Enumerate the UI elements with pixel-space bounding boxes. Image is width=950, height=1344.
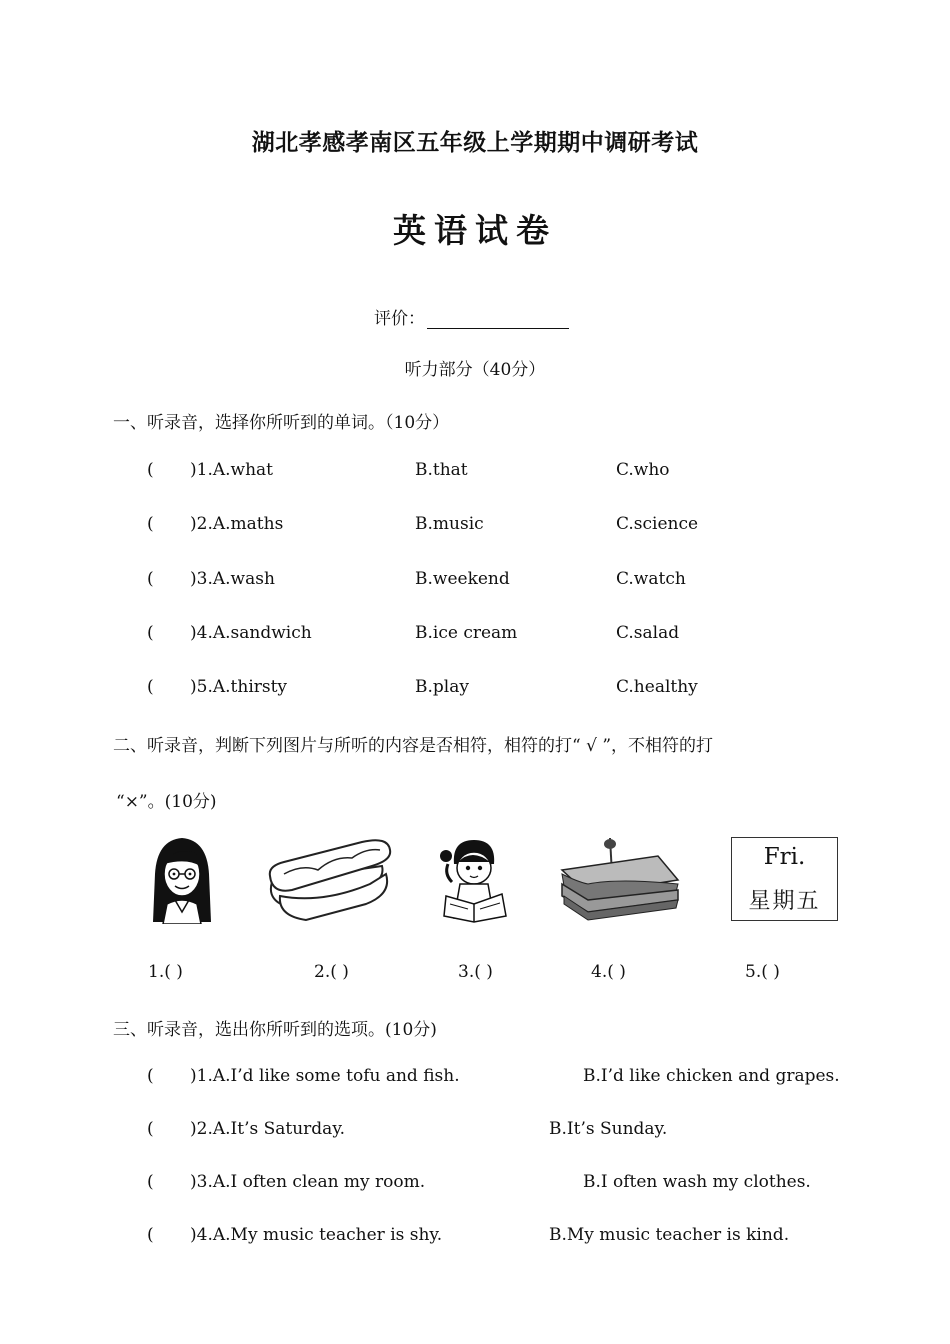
friday-card xyxy=(731,837,838,921)
evaluation-blank[interactable] xyxy=(427,310,569,329)
evaluation-label: 评价： xyxy=(374,309,425,329)
option-a: )1.A.I’d like some tofu and fish. xyxy=(190,1066,460,1086)
answer-paren[interactable]: ( xyxy=(147,1066,154,1086)
option-c: C.who xyxy=(616,460,670,480)
picture-answer-1[interactable]: 1.( ) xyxy=(148,962,183,982)
option-c: C.watch xyxy=(616,569,686,589)
answer-paren[interactable]: ( xyxy=(147,1172,154,1192)
answer-paren[interactable]: ( xyxy=(147,623,154,643)
option-a: )3.A.wash xyxy=(190,569,275,589)
evaluation-field xyxy=(374,304,569,329)
option-a: )1.A.what xyxy=(190,460,273,480)
section2-heading-line2: “×”。(10分) xyxy=(116,792,217,812)
option-b: B.play xyxy=(415,677,469,697)
option-b: B.I’d like chicken and grapes. xyxy=(583,1066,840,1086)
answer-paren[interactable]: ( xyxy=(147,460,154,480)
option-c: C.science xyxy=(616,514,699,534)
friday-chinese: 星期五 xyxy=(748,889,821,914)
option-a: )5.A.thirsty xyxy=(190,677,288,697)
paper-subtitle: 英语试卷 xyxy=(393,211,557,250)
option-a: )3.A.I often clean my room. xyxy=(190,1172,426,1192)
listening-part-title: 听力部分（40分） xyxy=(404,360,546,380)
option-a: )4.A.sandwich xyxy=(190,623,312,643)
answer-paren[interactable]: ( xyxy=(147,569,154,589)
option-b: B.weekend xyxy=(415,569,510,589)
friday-english: Fri. xyxy=(763,844,806,870)
answer-paren[interactable]: ( xyxy=(147,1225,154,1245)
option-b: B.that xyxy=(415,460,468,480)
section2-heading-line1: 二、听录音，判断下列图片与所听的内容是否相符，相符的打“ √ ”，不相符的打 xyxy=(113,736,714,756)
option-a: )2.A.maths xyxy=(190,514,284,534)
option-b: B.ice cream xyxy=(415,623,518,643)
answer-paren[interactable]: ( xyxy=(147,677,154,697)
option-b: B.I often wash my clothes. xyxy=(583,1172,811,1192)
teacher-woman-icon xyxy=(143,834,221,924)
option-b: B.My music teacher is kind. xyxy=(549,1225,790,1245)
picture-answer-5[interactable]: 5.( ) xyxy=(745,962,780,982)
answer-paren[interactable]: ( xyxy=(147,1119,154,1139)
picture-answer-4[interactable]: 4.( ) xyxy=(591,962,626,982)
hot-dog-icon xyxy=(262,834,396,924)
section3-heading: 三、听录音，选出你所听到的选项。(10分) xyxy=(113,1020,437,1040)
exam-title: 湖北孝感孝南区五年级上学期期中调研考试 xyxy=(251,130,699,156)
option-b: B.It’s Sunday. xyxy=(549,1119,668,1139)
girl-reading-icon xyxy=(436,834,514,924)
section1-heading: 一、听录音，选择你所听到的单词。（10分） xyxy=(113,413,450,433)
option-a: )2.A.It’s Saturday. xyxy=(190,1119,346,1139)
picture-answer-2[interactable]: 2.( ) xyxy=(314,962,349,982)
option-a: )4.A.My music teacher is shy. xyxy=(190,1225,443,1245)
option-c: C.salad xyxy=(616,623,680,643)
option-c: C.healthy xyxy=(616,677,698,697)
option-b: B.music xyxy=(415,514,484,534)
sandwich-icon xyxy=(558,834,684,924)
picture-answer-3[interactable]: 3.( ) xyxy=(458,962,493,982)
answer-paren[interactable]: ( xyxy=(147,514,154,534)
